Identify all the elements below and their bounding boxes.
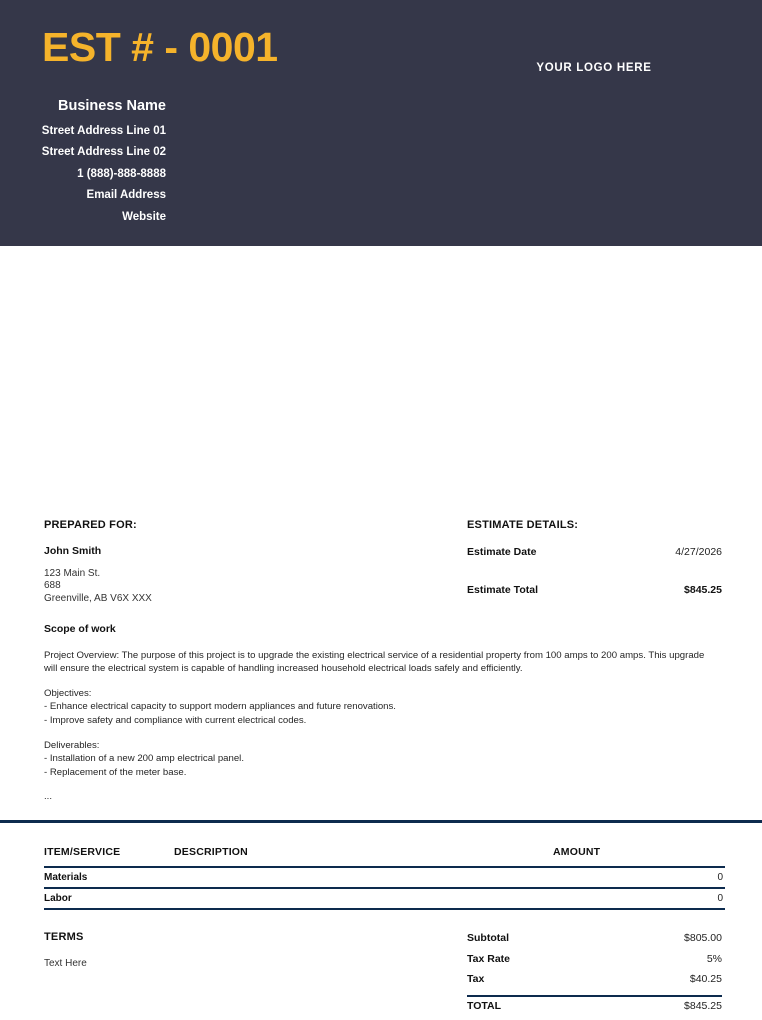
business-address-line-1: Street Address Line 01: [41, 124, 166, 137]
terms-block: [44, 932, 424, 970]
scope-spacer-3: [44, 779, 716, 790]
estimate-total-value: $845.25: [684, 583, 722, 596]
section-divider: [0, 820, 762, 823]
estimate-details-heading: ESTIMATE DETAILS:: [467, 519, 579, 531]
tax-value: $40.25: [689, 973, 722, 986]
scope-ellipsis: ...: [44, 791, 52, 803]
scope-objectives-heading: Objectives:: [44, 687, 92, 699]
column-header-description: DESCRIPTION: [174, 846, 248, 858]
scope-deliverable-2: - Replacement of the meter base.: [44, 766, 187, 778]
scope-objective-2: - Improve safety and compliance with current electrical codes.: [44, 714, 307, 726]
estimate-number-title: EST # - 0001: [42, 24, 278, 70]
client-address-line-3: Greenville, AB V6X XXX: [44, 593, 152, 605]
grand-total-row: [467, 1000, 722, 1020]
terms-title: TERMS: [44, 931, 84, 943]
column-header-item: ITEM/SERVICE: [44, 846, 121, 858]
business-info-block: [0, 99, 166, 223]
line-items-header-row: [44, 846, 725, 866]
estimate-total-row: [467, 585, 722, 596]
estimate-date-label: Estimate Date: [467, 546, 537, 558]
item-amount: 0: [717, 893, 723, 904]
client-name: John Smith: [44, 545, 102, 557]
column-header-amount: AMOUNT: [553, 846, 601, 858]
prepared-for-block: [44, 519, 424, 606]
subtotal-row: [467, 932, 722, 953]
totals-block: [467, 932, 722, 1020]
scope-spacer-2: [44, 728, 716, 739]
subtotal-value: $805.00: [684, 932, 722, 944]
client-address-line-1: 123 Main St.: [44, 567, 101, 579]
scope-of-work-title: Scope of work: [44, 623, 116, 635]
scope-objective-1: - Enhance electrical capacity to support modern appliances and future renovations.: [44, 701, 396, 713]
estimate-date-row: [467, 547, 722, 558]
tax-row: [467, 973, 722, 994]
item-amount: 0: [717, 872, 723, 883]
tax-rate-value: 5%: [706, 952, 722, 965]
item-name: Labor: [44, 893, 72, 904]
totals-separator: [467, 995, 722, 997]
tax-label: Tax: [467, 973, 485, 986]
business-phone: 1 (888)-888-8888: [77, 167, 166, 180]
tax-rate-label: Tax Rate: [467, 952, 510, 965]
business-email: Email Address: [86, 189, 166, 201]
document-header: [0, 0, 762, 246]
terms-text: Text Here: [44, 958, 87, 969]
business-name: Business Name: [58, 98, 166, 114]
estimate-total-label: Estimate Total: [467, 583, 538, 596]
scope-spacer-1: [44, 676, 716, 687]
client-address: [44, 568, 424, 606]
business-website: Website: [122, 210, 166, 223]
item-name: Materials: [44, 872, 88, 883]
subtotal-label: Subtotal: [467, 932, 509, 944]
estimate-details-block: [467, 519, 722, 595]
scope-overview: Project Overview: The purpose of this project is to upgrade the existing electrical service of a residential property from 100 amps to 200 amps. This upgrade will ensure the electrical system is capable of handling increased household electrical loads safely and efficiently.: [44, 649, 705, 675]
prepared-for-heading: PREPARED FOR:: [44, 519, 137, 531]
line-items-table: [44, 846, 725, 910]
table-row: [44, 889, 725, 910]
table-row: [44, 868, 725, 889]
business-address-line-2: Street Address Line 02: [41, 146, 166, 158]
estimate-date-value: 4/27/2026: [675, 546, 722, 558]
scope-of-work-text: [44, 649, 716, 804]
client-address-line-2: 688: [44, 580, 61, 592]
scope-of-work-block: [44, 624, 716, 804]
tax-rate-row: [467, 953, 722, 974]
scope-deliverable-1: - Installation of a new 200 amp electrical panel.: [44, 753, 244, 765]
scope-deliverables-heading: Deliverables:: [44, 739, 100, 751]
grand-total-value: $845.25: [684, 999, 722, 1012]
logo-placeholder: YOUR LOGO HERE: [536, 62, 652, 74]
grand-total-label: TOTAL: [467, 999, 502, 1012]
